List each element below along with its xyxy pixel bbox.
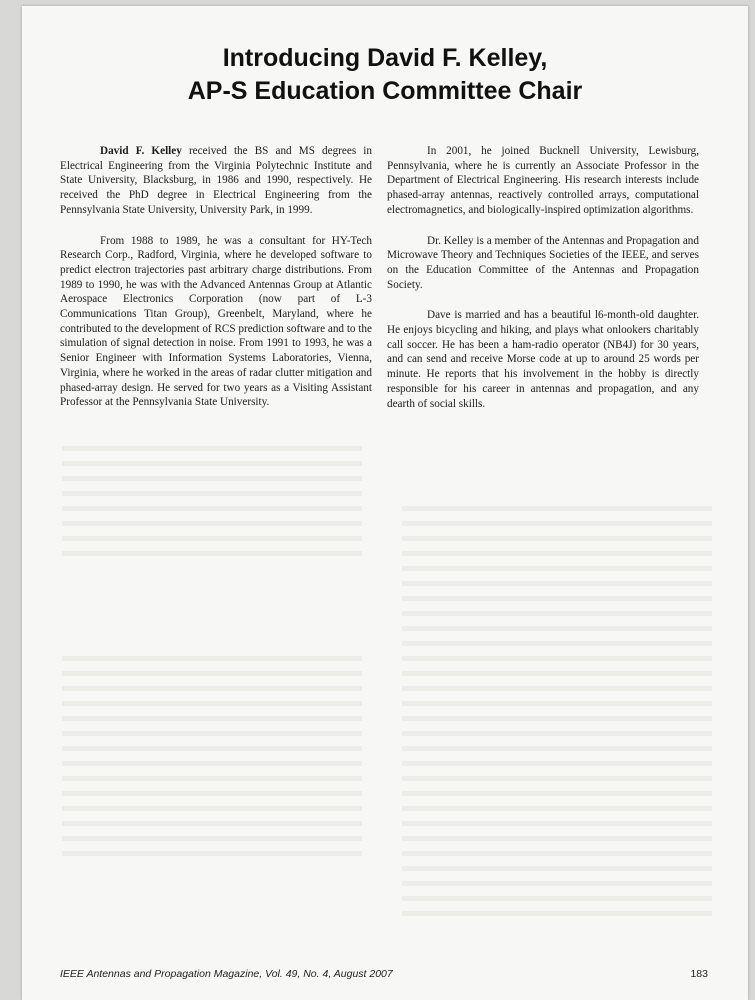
bleed-through-texture-left [62,446,362,566]
page-number: 183 [690,968,708,980]
bio-paragraph-memberships: Dr. Kelley is a member of the Antennas and Propagation and Microwave Theory and Techniques Societies of the IEEE, and serves on the Education Committee of the Antennas and Propagation Society. [387,234,699,291]
bio-paragraph-personal: Dave is married and has a beautiful l6-month-old daughter. He enjoys bicycling and hiking, and plays what onlookers charitably call soccer. He has been a ham-radio operator (NB4J) for 30 years, and can send and receive Morse code at up to around 25 words per minute. He reports that his involvement in the hobby is directly responsible for his career in antennas and propagation, and any dearth of social skills. [387,309,699,410]
left-column [60,144,372,426]
title-line-2: AP-S Education Committee Chair [187,77,583,105]
bleed-through-texture-right [402,506,712,926]
title-line-1: Introducing David F. Kelley, [222,44,548,72]
journal-citation: IEEE Antennas and Propagation Magazine, Vol. 49, No. 4, August 2007 [60,968,393,980]
article-title [22,42,748,108]
bleed-through-texture-left2 [62,656,362,856]
bio-paragraph-career: From 1988 to 1989, he was a consultant for HY-Tech Research Corp., Radford, Virginia, where he developed software to predict electron trajectories past arbitrary charge distributions. From 1989 to 1990, he was with the Advanced Antennas Group at Atlantic Aerospace Electronics Corporation (now part of L-3 Communications Titan Group), Greenbelt, Maryland, where he contributed to the development of RCS prediction software and to the simulation of signal detection in noise. From 1991 to 1993, he was a Senior Engineer with Information Systems Laboratories, Vienna, Virginia, where he worked in the areas of radar clutter mitigation and phased-array design. He served for two years as a Visiting Assistant Professor at the Pennsylvania State University. [60,234,372,409]
bio-paragraph-bucknell: In 2001, he joined Bucknell University, Lewisburg, Pennsylvania, where he is currently an Associate Professor in the Department of Electrical Engineering. His research interests include phased-array antennas, reactively controlled arrays, computational electromagnetics, and biologically-inspired optimization algorithms. [387,145,699,216]
right-column [387,144,699,427]
author-name: David F. Kelley [100,145,182,157]
education-text: received the BS and MS degrees in Electrical Engineering from the Virginia Polytechnic Institute and State University, Blacksburg, in 1986 and 1990, respectively. He received the PhD degree in Electrical Engineering from the Pennsylvania State University, University Park, in 1999. [60,145,372,216]
bio-paragraph-education [60,144,372,218]
magazine-page [22,6,748,1000]
